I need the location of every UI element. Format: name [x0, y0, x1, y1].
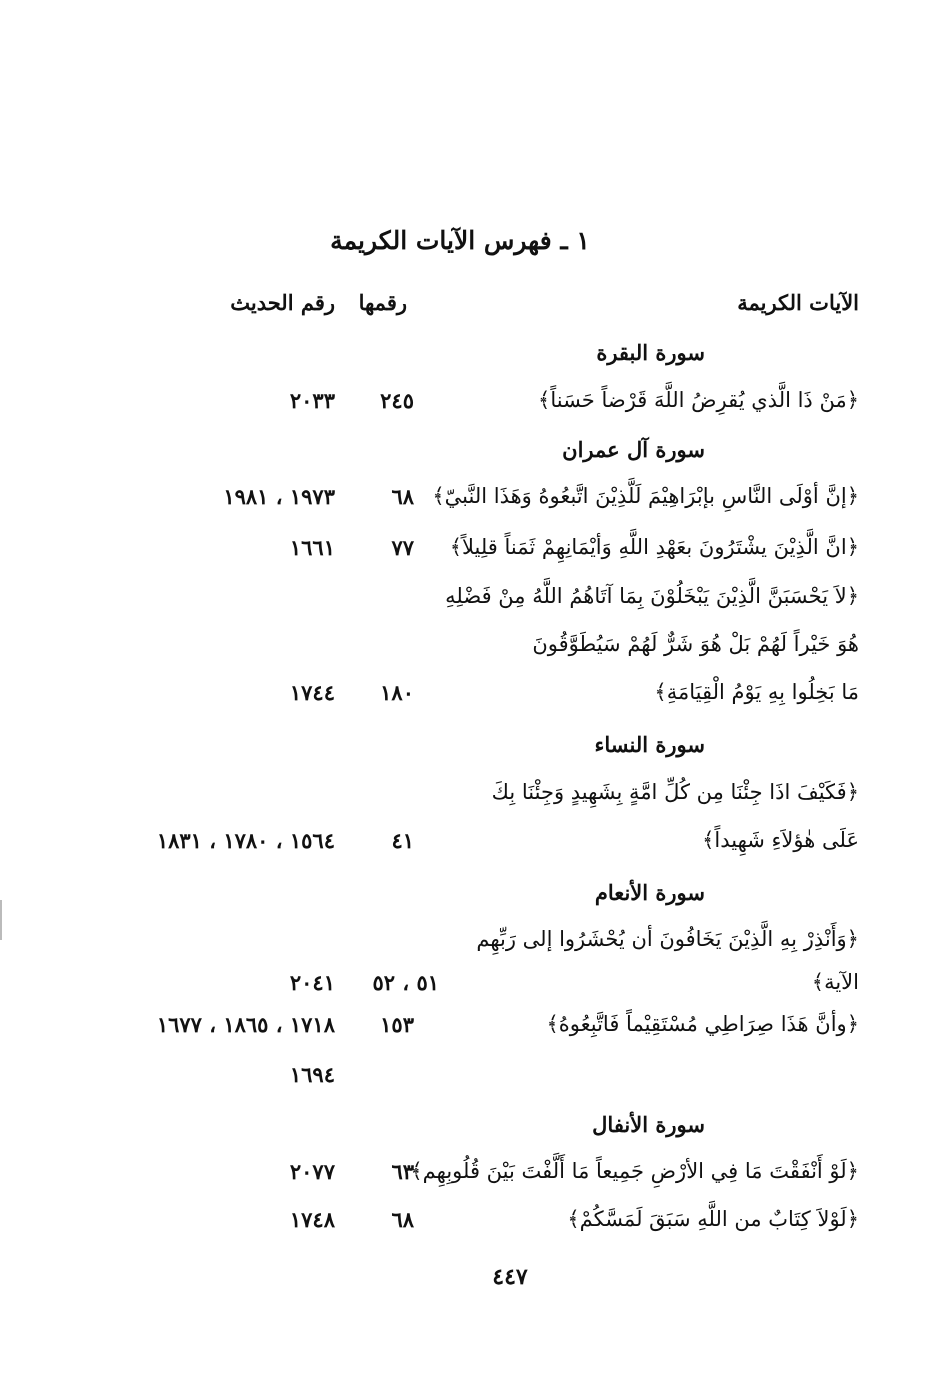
ayah-number: ٧٧ [391, 535, 414, 560]
column-header-hadith-number: رقم الحديث [230, 290, 335, 315]
ayah-number: ١٥٣ [380, 1012, 414, 1037]
verse-row [0, 484, 931, 528]
surah-heading-row [0, 340, 931, 384]
page-number: ٤٤٧ [492, 1264, 528, 1290]
hadith-number: ١٧٤٤ [289, 680, 335, 705]
hadith-number: ١٩٧٣ ، ١٩٨١ [223, 484, 335, 509]
surah-heading: سورة الأنفال [592, 1112, 705, 1137]
index-title: ١ ـ فهرس الآيات الكريمة [330, 226, 590, 255]
verse-text: ﴿لاَ يَحْسَبَنَّ الَّذِيْنَ يَبْخَلُوْنَ بِمَا آتَاهُمُ اللَّهُ مِنْ فَضْلِهِ [445, 584, 859, 608]
verse-row [0, 828, 931, 872]
verse-row [0, 535, 931, 579]
verse-text: ﴿لَوْلاَ كِتَابٌ من اللَّهِ سَبَقَ لَمَسَّكُمْ﴾ [567, 1207, 859, 1231]
hadith-number: ١٧٤٨ [289, 1207, 335, 1232]
verse-row [0, 680, 931, 724]
ayah-number: ٥١ ، ٥٢ [372, 970, 439, 995]
column-header-ayat: الآيات الكريمة [737, 290, 859, 315]
verse-text: ﴿انَّ الَّذِيْنَ يشْتَرُونَ بعَهْدِ اللَّهِ وَأيْمَانِهِمْ ثَمَناً قلِيلاً﴾ [449, 535, 859, 559]
verse-row [0, 1012, 931, 1056]
surah-heading-row [0, 732, 931, 776]
verse-row [0, 780, 931, 824]
ayah-number: ١٨٠ [380, 680, 414, 705]
hadith-number-continued: ١٦٩٤ [289, 1062, 335, 1087]
verse-row [0, 927, 931, 971]
verse-text: ﴿إنَّ أوْلَى النَّاسِ بإبْرَاهِيْمَ لَلَّذِيْنَ اتَّبعُوهُ وَهَذَا النَّبيّ﴾ [432, 484, 859, 508]
surah-heading-row [0, 437, 931, 481]
verse-text: الآية﴾ [811, 970, 859, 994]
hadith-number: ١٥٦٤ ، ١٧٨٠ ، ١٨٣١ [156, 828, 335, 853]
surah-heading: سورة البقرة [596, 340, 705, 365]
verse-row [0, 1159, 931, 1203]
verse-row [0, 388, 931, 432]
verse-text: مَا بَخِلُوا بِهِ يَوْمُ الْقِيَامَةِ﴾ [654, 680, 859, 704]
verse-row [0, 1062, 931, 1106]
verse-text: ﴿وأنَّ هَذَا صِرَاطِي مُسْتَقِيْماً فَاتَّبِعُوهُ﴾ [546, 1012, 859, 1036]
hadith-number: ٢٠٧٧ [289, 1159, 335, 1184]
surah-heading: سورة آل عمران [562, 437, 705, 462]
surah-heading: سورة الأنعام [594, 880, 705, 905]
column-header-ayah-number: رقمها [358, 290, 407, 315]
hadith-number: ٢٠٤١ [289, 970, 335, 995]
verse-text: ﴿فَكَيْفَ اذَا جِئْنَا مِن كُلِّ امَّةٍ بِشَهِيدٍ وَجِئْنَا بِكَ [491, 780, 859, 804]
verse-text: هُوَ خَيْراً لَهُمْ بَلْ هُوَ شَرٌّ لَهُمْ سَيُطَوَّقُونَ [532, 632, 859, 656]
verse-row [0, 584, 931, 628]
ayah-number: ٦٣ [391, 1159, 414, 1184]
verse-text: ﴿وَأَنْذِرْ بِهِ الَّذِيْنَ يَخَافُونَ أن يُحْشَرُوا إلى رَبِّهِم [476, 927, 859, 951]
verse-row [0, 970, 931, 1014]
surah-heading-row [0, 1112, 931, 1156]
surah-heading-row [0, 880, 931, 924]
verse-text: عَلَى هٰؤلاَءِ شَهِيداً﴾ [702, 828, 859, 852]
verse-row [0, 1207, 931, 1251]
ayah-number: ٤١ [391, 828, 414, 853]
ayah-number: ٦٨ [391, 1207, 414, 1232]
verse-text: ﴿مَنْ ذَا الَّذي يُقرِضُ اللَّهَ قَرْضاً حَسَناً﴾ [538, 388, 859, 412]
verse-row [0, 632, 931, 676]
hadith-number: ٢٠٣٣ [289, 388, 335, 413]
ayah-number: ٢٤٥ [380, 388, 414, 413]
hadith-number: ١٧١٨ ، ١٨٦٥ ، ١٦٧٧ [156, 1012, 335, 1037]
hadith-number: ١٦٦١ [289, 535, 335, 560]
verse-text: ﴿لَوْ أَنْفَقْتَ مَا فِي الأرْضِ جَمِيعاً مَا أَلَّفْتَ بَيْنَ قُلُوبِهِم﴾ [410, 1159, 859, 1183]
surah-heading: سورة النساء [594, 732, 705, 757]
scan-edge-mark [0, 900, 2, 940]
ayah-number: ٦٨ [391, 484, 414, 509]
